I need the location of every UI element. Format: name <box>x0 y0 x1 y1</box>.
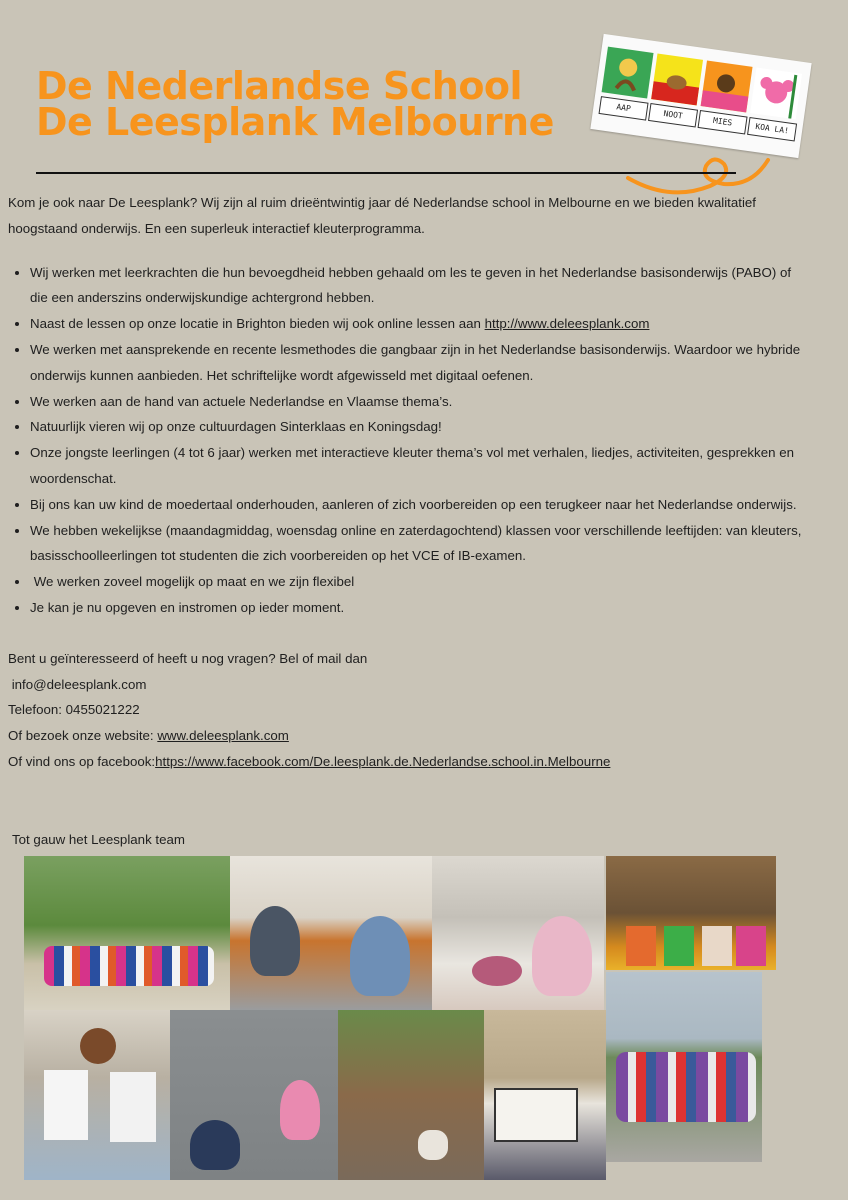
list-item: • Je kan je nu opgeven en instromen op ieder moment. <box>30 595 808 621</box>
contact-phone: Telefoon: 0455021222 <box>8 702 140 718</box>
online-lessons-link[interactable]: http://www.deleesplank.com <box>484 316 650 332</box>
photo-group-outdoors <box>24 856 230 1010</box>
signoff-text: Tot gauw het Leesplank team <box>12 832 185 847</box>
photo-classroom-screen <box>484 1010 606 1180</box>
photo-craft-activity <box>432 856 604 1010</box>
list-item: • Naast de lessen op onze locatie in Brighton bieden wij ook online lessen aan http://www.deleesplank.com <box>30 311 808 337</box>
list-item: • We werken zoveel mogelijk op maat en we zijn flexibel <box>30 569 808 595</box>
photo-kids-artwork <box>606 856 776 970</box>
photo-floor-activity <box>170 1010 338 1180</box>
list-item: • We werken met aansprekende en recente lesmethodes die gangbaar zijn in het Nederlandse basisonderwijs. Waardoor we hybride onderwijs kunnen aanbieden. Het schriftelijke wordt afgewisseld met digitaal oefenen. <box>30 337 808 389</box>
photo-girl-with-papers <box>24 1010 170 1180</box>
contact-facebook: Of vind ons op facebook:https://www.facebook.com/De.leesplank.de.Nederlandse.school.in.Melbourne <box>8 753 611 769</box>
header-divider <box>36 172 736 174</box>
nut-icon <box>651 54 703 106</box>
website-link[interactable]: www.deleesplank.com <box>157 728 289 744</box>
photo-outdoor-play <box>338 1010 484 1180</box>
photo-group-courtyard <box>606 972 762 1162</box>
monkey-icon <box>602 47 654 99</box>
logo-label-mies: MIES <box>698 110 748 135</box>
list-item: • We hebben wekelijkse (maandagmiddag, woensdag online en zaterdagochtend) klassen voor verschillende leeftijden: van kleuters, basisschoolleerlingen tot studenten die zich voorbereiden op het VCE of IB-examen. <box>30 518 808 570</box>
koala-icon <box>750 67 802 119</box>
contact-email: info@deleesplank.com <box>8 676 147 692</box>
title-line-2: De Leesplank Melbourne <box>36 100 554 144</box>
page-title <box>36 64 554 144</box>
intro-paragraph: Kom je ook naar De Leesplank? Wij zijn al ruim drieëntwintig jaar dé Nederlandse school in Melbourne en we bieden kwalitatief hoogstaand onderwijs. En een superleuk interactief kleuterprogramma. <box>8 195 756 236</box>
photo-classroom-table <box>230 856 432 1010</box>
list-item: • We werken aan de hand van actuele Nederlandse en Vlaamse thema’s. <box>30 389 808 415</box>
contact-section <box>8 646 808 775</box>
main-content <box>8 190 808 775</box>
logo-label-noot: NOOT <box>648 103 698 128</box>
title-line-1: De Nederlandse School <box>36 64 523 108</box>
feature-list <box>8 260 808 621</box>
cat-icon <box>701 60 753 112</box>
leesplank-logo <box>590 34 811 158</box>
facebook-link[interactable]: https://www.facebook.com/De.leesplank.de.Nederlandse.school.in.Melbourne <box>155 753 611 769</box>
list-item: • Natuurlijk vieren wij op onze cultuurdagen Sinterklaas en Koningsdag! <box>30 414 808 440</box>
contact-question: Bent u geïnteresseerd of heeft u nog vragen? Bel of mail dan <box>8 650 368 666</box>
list-item: • Onze jongste leerlingen (4 tot 6 jaar) werken met interactieve kleuter thema’s vol met verhalen, liedjes, activiteiten, gesprekken en woordenschat. <box>30 440 808 492</box>
list-item: • Bij ons kan uw kind de moedertaal onderhouden, aanleren of zich voorbereiden op een terugkeer naar het Nederlandse onderwijs. <box>30 492 808 518</box>
list-item: • Wij werken met leerkrachten die hun bevoegdheid hebben gehaald om les te geven in het Nederlandse basisonderwijs (PABO) of die een anderszins onderwijskundige achtergrond hebben. <box>30 260 808 312</box>
logo-label-koala: KOA LA! <box>747 117 797 142</box>
contact-website: Of bezoek onze website: www.deleesplank.com <box>8 728 289 744</box>
logo-label-aap: AAP <box>599 96 649 121</box>
